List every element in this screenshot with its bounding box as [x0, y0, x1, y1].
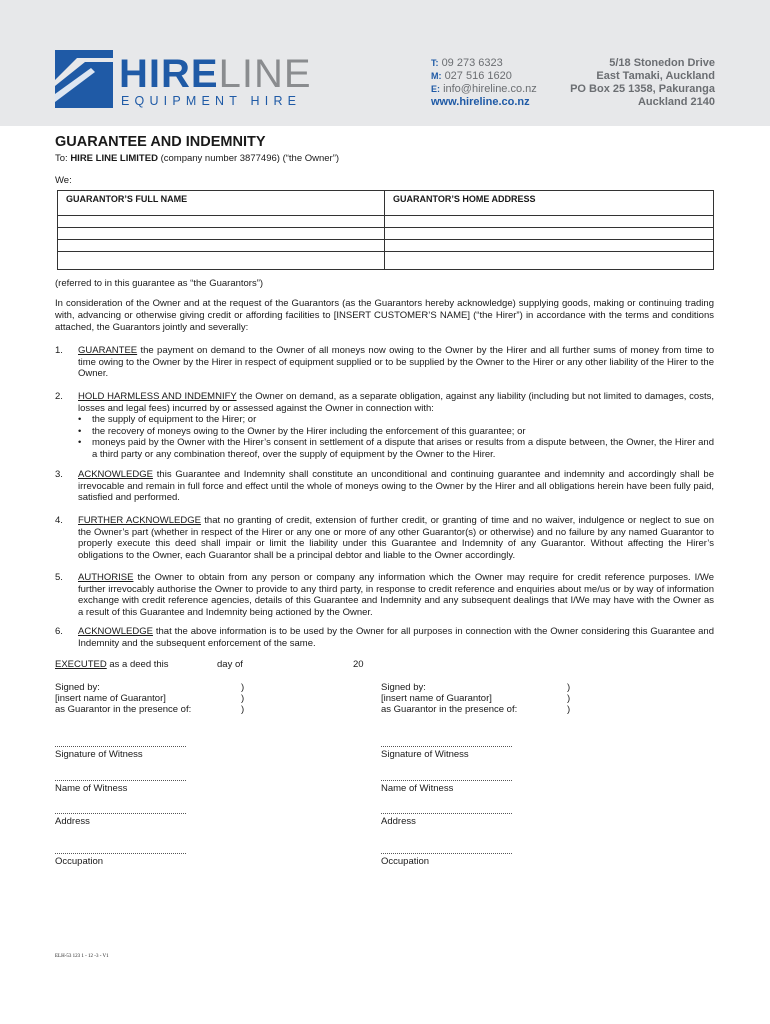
- we-label: We:: [55, 175, 72, 186]
- witness-name-label: Name of Witness: [381, 783, 454, 794]
- witness-signature-field[interactable]: [381, 746, 512, 747]
- signed-line: [insert name of Guarantor]: [381, 693, 492, 704]
- name-cell[interactable]: [58, 228, 385, 240]
- clause-keyword: FURTHER ACKNOWLEDGE: [78, 515, 201, 526]
- clause-2: [55, 391, 714, 460]
- witness-signature-label: Signature of Witness: [55, 749, 143, 760]
- email-line: E: info@hireline.co.nz: [431, 83, 537, 95]
- col-header-name: GUARANTOR’S FULL NAME: [58, 191, 385, 216]
- name-cell[interactable]: [58, 216, 385, 228]
- day-of-label: day of: [217, 659, 243, 670]
- clause-keyword: AUTHORISE: [78, 572, 134, 583]
- clause-text: that the above information is to be used by the Owner for all purposes in connection with the Owner considering this Guarantee and Indemnity and the subsequent enforcement of the same.: [78, 626, 714, 649]
- signed-by-right: [381, 682, 517, 715]
- col-header-address: GUARANTOR’S HOME ADDRESS: [385, 191, 714, 216]
- logo-mark-icon: [55, 50, 117, 110]
- referred-note: (referred to in this guarantee as “the Guarantors”): [55, 278, 264, 289]
- name-cell[interactable]: [58, 252, 385, 270]
- clause-keyword: HOLD HARMLESS AND INDEMNIFY: [78, 391, 237, 402]
- witness-occupation-field[interactable]: [381, 853, 512, 854]
- clause-5: [55, 572, 714, 618]
- address-cell[interactable]: [385, 228, 714, 240]
- to-line: To: HIRE LINE LIMITED (company number 3877496) (“the Owner”): [55, 153, 340, 164]
- clause-3: [55, 469, 714, 504]
- clause-number: 6.: [55, 626, 63, 637]
- address-line: East Tamaki, Auckland: [596, 70, 715, 82]
- clause-text: the Owner to obtain from any person or company any information which the Owner may require for credit reference purposes. I/We further irrevocably authorise the Owner to provide to any third party, in response to credit reference and enquiries about me/us or by way of information exchange with credit reference agencies, details of this Guarantee and Indemnity and any subsequent dealings that I/We may have with the Owner as a result of this Guarantee and Indemnity being actioned by the Owner.: [78, 572, 714, 618]
- witness-address-field[interactable]: [55, 813, 186, 814]
- witness-name-label: Name of Witness: [55, 783, 128, 794]
- clause-number: 5.: [55, 572, 63, 583]
- witness-name-field[interactable]: [55, 780, 186, 781]
- signed-by-left: [55, 682, 191, 715]
- signed-line: Signed by:: [55, 682, 100, 693]
- document-code: ELH-53 123 1 - 12 -3 - V1: [55, 954, 109, 959]
- letterhead: [0, 0, 770, 126]
- clause-number: 3.: [55, 469, 63, 480]
- mobile-line: M: 027 516 1620: [431, 70, 512, 82]
- clause-text: this Guarantee and Indemnity shall constitute an unconditional and continuing guarantee and indemnity and accordingly shall be irrevocable and remain in full force and effect until the whole of moneys owing to the Owner by the Hirer and all obligations herein have been fully paid, satisfied and performed.: [78, 469, 714, 503]
- signed-line: Signed by:: [381, 682, 426, 693]
- witness-signature-label: Signature of Witness: [381, 749, 469, 760]
- bullet-item: • the recovery of moneys owing to the Owner by the Hirer including the enforcement of this guarantee; or: [78, 426, 714, 438]
- witness-signature-field[interactable]: [55, 746, 186, 747]
- bullet-item: • moneys paid by the Owner with the Hirer’s consent in settlement of a dispute that arises or results from a dispute between, the Owner, the Hirer and a third party or any combination thereof, over the supply of equipment by the Owner to the Hirer.: [78, 437, 714, 460]
- address-cell[interactable]: [385, 216, 714, 228]
- intro-paragraph: In consideration of the Owner and at the request of the Guarantors (as the Guarantors hereby acknowledge) supplying goods, making or continuing trading with, advancing or otherwise giving credit or affording facilities to [INSERT CUSTOMER’S NAME] (“the Hirer”) in accordance with the terms and conditions attached, the Guarantors jointly and severally:: [55, 298, 714, 333]
- witness-occupation-label: Occupation: [381, 856, 430, 867]
- address-cell[interactable]: [385, 252, 714, 270]
- clause-text: the Owner on demand, as a separate obligation, against any liability (including but not limited to damages, costs, losses and legal fees) incurred by or assessed against the Owner in connection with:: [78, 391, 714, 414]
- clause-keyword: ACKNOWLEDGE: [78, 626, 153, 637]
- clause-text: the payment on demand to the Owner of all moneys now owing to the Owner by the Hirer and all further sums of money from time to time owing to the Owner by the Hirer in respect of equipment supplied or to be supplied by the Owner to the Hirer or any other liability of the Hirer to the Owner.: [78, 345, 714, 379]
- witness-name-field[interactable]: [381, 780, 512, 781]
- clause-number: 1.: [55, 345, 63, 356]
- clause-4: [55, 515, 714, 561]
- executed-keyword: EXECUTED: [55, 659, 107, 670]
- clause-6: [55, 626, 714, 649]
- clause-number: 2.: [55, 391, 63, 402]
- witness-address-field[interactable]: [381, 813, 512, 814]
- document-title: GUARANTEE AND INDEMNITY: [55, 134, 266, 150]
- witness-occupation-label: Occupation: [55, 856, 104, 867]
- name-cell[interactable]: [58, 240, 385, 252]
- address-line: Auckland 2140: [637, 96, 715, 108]
- signed-line: as Guarantor in the presence of:: [381, 704, 518, 715]
- year-label: 20: [353, 659, 364, 670]
- clause-keyword: GUARANTEE: [78, 345, 138, 356]
- hireline-logo: [55, 50, 312, 112]
- address-line: PO Box 25 1358, Pakuranga: [570, 83, 715, 95]
- paren-right: ) ) ): [567, 682, 571, 715]
- clause-keyword: ACKNOWLEDGE: [78, 469, 153, 480]
- guarantor-table: [57, 190, 714, 270]
- website-link[interactable]: www.hireline.co.nz: [431, 96, 530, 108]
- witness-address-label: Address: [55, 816, 90, 827]
- address-line: 5/18 Stonedon Drive: [609, 57, 715, 69]
- clause-text: that no granting of credit, extension of further credit, or granting of time and no waiver, indulgence or neglect to sue on the Owner’s part (whether in respect of the Hirer or any one or more of any other Guarantor(s) or otherwise) and no failure by any named Guarantor to properly execute this deed shall impair or limit the liability under this Guarantee and Indemnity of any Guarantor. Without affecting the Hirer’s obligations to the Owner, each Guarantor shall be a principal debtor and liable to the Owner accordingly.: [78, 515, 714, 561]
- phone-line: T: 09 273 6323: [431, 57, 503, 69]
- clause-1: [55, 345, 714, 380]
- contact-details: [431, 57, 537, 109]
- logo-wordmark: HIRELINE: [119, 52, 312, 96]
- bullet-item: • the supply of equipment to the Hirer; or: [78, 414, 714, 426]
- executed-text: as a deed this: [106, 659, 169, 670]
- witness-occupation-field[interactable]: [55, 853, 186, 854]
- logo-subtitle: EQUIPMENT HIRE: [121, 94, 302, 108]
- company-address: [570, 57, 715, 109]
- paren-left: ) ) ): [241, 682, 245, 715]
- signed-line: [insert name of Guarantor]: [55, 693, 166, 704]
- signed-line: as Guarantor in the presence of:: [55, 704, 192, 715]
- executed-line: [55, 659, 169, 670]
- clause-number: 4.: [55, 515, 63, 526]
- address-cell[interactable]: [385, 240, 714, 252]
- witness-address-label: Address: [381, 816, 416, 827]
